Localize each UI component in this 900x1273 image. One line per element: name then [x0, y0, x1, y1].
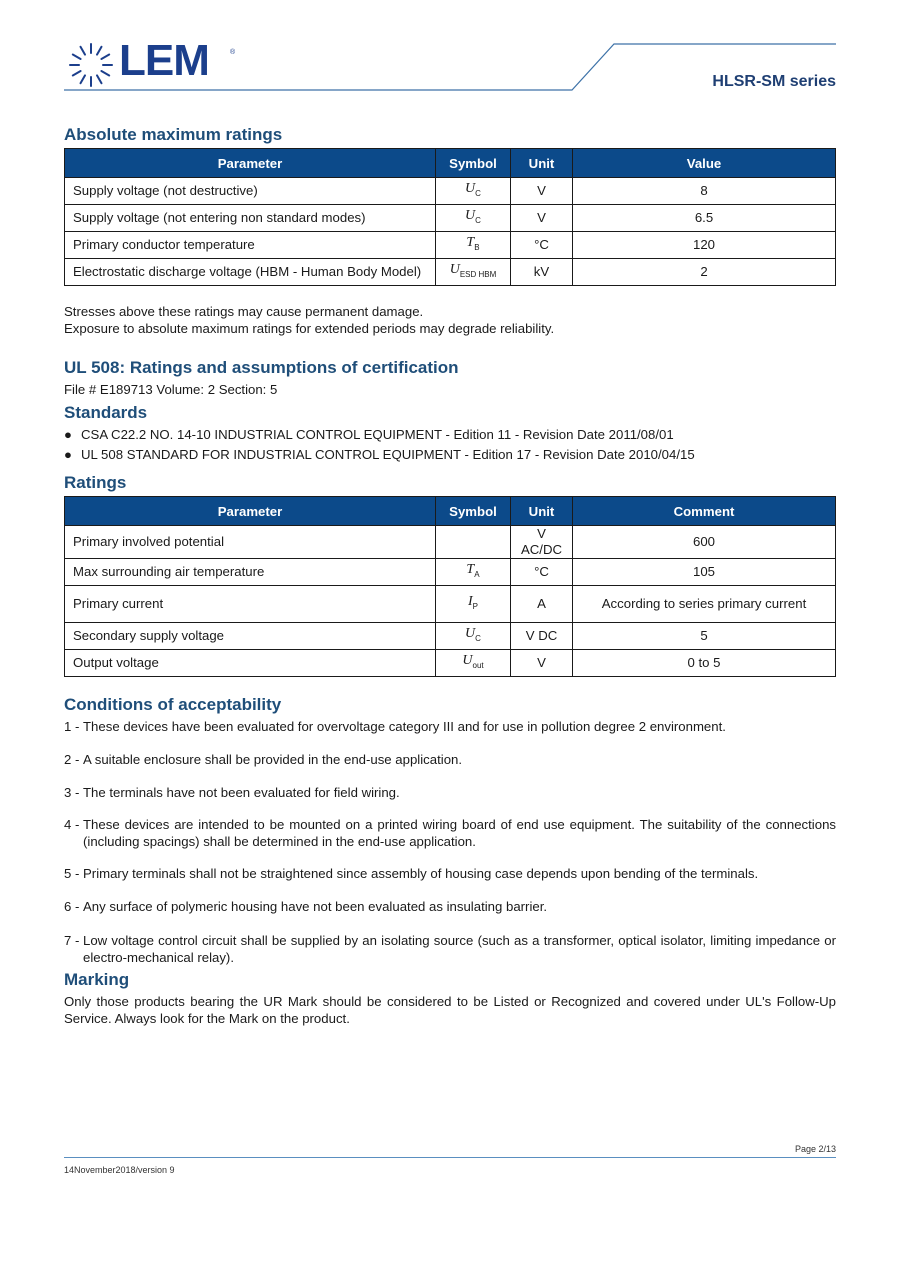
conditions-title: Conditions of acceptability	[64, 695, 282, 714]
condition-number: 6 -	[64, 899, 80, 914]
condition-number: 3 -	[64, 785, 80, 800]
abs-max-title: Absolute maximum ratings	[64, 125, 283, 144]
abs-max-table	[64, 148, 836, 286]
header-parameter: Parameter	[65, 497, 436, 526]
ratings-table	[64, 496, 836, 677]
condition-number: 4 -	[64, 817, 80, 832]
symbol-letter: U	[462, 653, 473, 668]
table-row	[65, 232, 836, 259]
cell-parameter: Output voltage	[65, 650, 436, 677]
list-item	[64, 718, 836, 735]
registered-mark: ®	[230, 49, 236, 56]
cell-symbol	[436, 586, 511, 623]
condition-number: 1 -	[64, 719, 80, 734]
symbol-letter: T	[466, 562, 475, 577]
cell-comment: 0 to 5	[573, 650, 836, 677]
table-row	[65, 559, 836, 586]
cell-comment: 600	[573, 526, 836, 559]
cell-parameter: Supply voltage (not entering non standard modes)	[65, 205, 436, 232]
condition-number: 2 -	[64, 752, 80, 767]
condition-text: Any surface of polymeric housing have not been evaluated as insulating barrier.	[83, 899, 548, 914]
symbol-letter: U	[449, 262, 460, 277]
condition-text: Low voltage control circuit shall be supplied by an isolating source (such as a transformer, optical isolator, limiting impedance or electro-mechanical relay).	[83, 933, 836, 965]
condition-number: 5 -	[64, 866, 80, 881]
cell-parameter: Supply voltage (not destructive)	[65, 178, 436, 205]
cell-parameter: Electrostatic discharge voltage (HBM - Human Body Model)	[65, 259, 436, 286]
marking-title: Marking	[64, 970, 130, 989]
condition-text: These devices have been evaluated for overvoltage category III and for use in pollution degree 2 environment.	[83, 719, 726, 734]
cell-value: 120	[573, 232, 836, 259]
series-title: HLSR-SM series	[712, 73, 836, 90]
table-header-row	[65, 497, 836, 526]
header-parameter: Parameter	[65, 149, 436, 178]
cell-symbol	[436, 259, 511, 286]
ul-file-info: File # E189713 Volume: 2 Section: 5	[64, 382, 278, 397]
cell-comment: According to series primary current	[573, 586, 836, 623]
cell-unit: °C	[511, 559, 573, 586]
symbol-letter: I	[467, 594, 473, 609]
footer-rule	[64, 1157, 836, 1158]
condition-text: A suitable enclosure shall be provided in the end-use application.	[83, 752, 463, 767]
list-item	[64, 932, 836, 966]
cell-parameter: Primary current	[65, 586, 436, 623]
symbol-letter: U	[465, 181, 476, 196]
cell-value: 6.5	[573, 205, 836, 232]
cell-parameter: Primary involved potential	[65, 526, 436, 559]
condition-text: The terminals have not been evaluated for field wiring.	[83, 785, 400, 800]
cell-unit: V DC	[511, 623, 573, 650]
cell-parameter: Secondary supply voltage	[65, 623, 436, 650]
cell-unit: °C	[511, 232, 573, 259]
cell-unit: V	[511, 205, 573, 232]
lem-sun-logo-icon	[70, 44, 112, 86]
cell-unit: V	[511, 650, 573, 677]
abs-max-note-2: Exposure to absolute maximum ratings for extended periods may degrade reliability.	[64, 321, 555, 336]
header-value: Value	[573, 149, 836, 178]
symbol-subscript: B	[474, 243, 480, 252]
cell-symbol	[436, 650, 511, 677]
cell-symbol	[436, 178, 511, 205]
table-row	[65, 623, 836, 650]
symbol-subscript: P	[472, 602, 478, 611]
header-unit: Unit	[511, 149, 573, 178]
table-row	[65, 526, 836, 559]
condition-text: Primary terminals shall not be straightened since assembly of housing case depends upon bending of the terminals.	[83, 866, 759, 881]
lem-logo-text: LEM	[119, 36, 209, 85]
symbol-letter: U	[465, 626, 476, 641]
cell-unit: V AC/DC	[511, 526, 573, 559]
cell-value: 8	[573, 178, 836, 205]
cell-parameter: Primary conductor temperature	[65, 232, 436, 259]
cell-unit: A	[511, 586, 573, 623]
cell-unit: V	[511, 178, 573, 205]
cell-symbol	[436, 559, 511, 586]
table-row	[65, 650, 836, 677]
list-item	[64, 865, 836, 882]
cell-symbol	[436, 232, 511, 259]
marking-text: Only those products bearing the UR Mark should be considered to be Listed or Recognized and covered under UL's Follow-Up Service. Always look for the Mark on the product.	[64, 994, 836, 1026]
standard-text: CSA C22.2 NO. 14-10 INDUSTRIAL CONTROL EQUIPMENT - Edition 11 - Revision Date 2011/08/01	[81, 427, 674, 442]
cell-comment: 5	[573, 623, 836, 650]
condition-text: These devices are intended to be mounted on a printed wiring board of end use equipment. The suitability of the connections (including spacings) shall be determined in the end-use application.	[83, 817, 836, 849]
footer-date: 14November2018/version 9	[64, 1165, 175, 1175]
bullet-icon: ●	[64, 427, 72, 442]
standards-title: Standards	[64, 403, 148, 422]
page-number: Page 2/13	[794, 1144, 836, 1154]
table-row	[65, 586, 836, 623]
header-symbol: Symbol	[436, 149, 511, 178]
header-comment: Comment	[573, 497, 836, 526]
table-header-row	[65, 149, 836, 178]
cell-symbol	[436, 526, 511, 559]
symbol-subscript: ESD HBM	[459, 270, 497, 279]
header-unit: Unit	[511, 497, 573, 526]
header-symbol: Symbol	[436, 497, 511, 526]
symbol-subscript: out	[472, 661, 484, 670]
list-item	[64, 751, 836, 768]
cell-parameter: Max surrounding air temperature	[65, 559, 436, 586]
symbol-subscript: A	[474, 570, 480, 579]
symbol-subscript: C	[475, 189, 481, 198]
table-row	[65, 178, 836, 205]
table-row	[65, 205, 836, 232]
ratings-title: Ratings	[64, 473, 127, 492]
bullet-icon: ●	[64, 447, 72, 462]
abs-max-note-1: Stresses above these ratings may cause permanent damage.	[64, 304, 424, 319]
symbol-subscript: C	[475, 634, 481, 643]
list-item	[64, 816, 836, 850]
ul-title: UL 508: Ratings and assumptions of certification	[64, 358, 459, 377]
symbol-letter: U	[465, 208, 476, 223]
cell-symbol	[436, 205, 511, 232]
symbol-letter: T	[466, 235, 475, 250]
condition-number: 7 -	[64, 933, 80, 948]
cell-value: 2	[573, 259, 836, 286]
standard-text: UL 508 STANDARD FOR INDUSTRIAL CONTROL EQUIPMENT - Edition 17 - Revision Date 2010/04/15	[81, 447, 695, 462]
list-item	[64, 898, 836, 915]
list-item	[64, 784, 836, 801]
cell-unit: kV	[511, 259, 573, 286]
cell-comment: 105	[573, 559, 836, 586]
table-row	[65, 259, 836, 286]
cell-symbol	[436, 623, 511, 650]
symbol-subscript: C	[475, 216, 481, 225]
